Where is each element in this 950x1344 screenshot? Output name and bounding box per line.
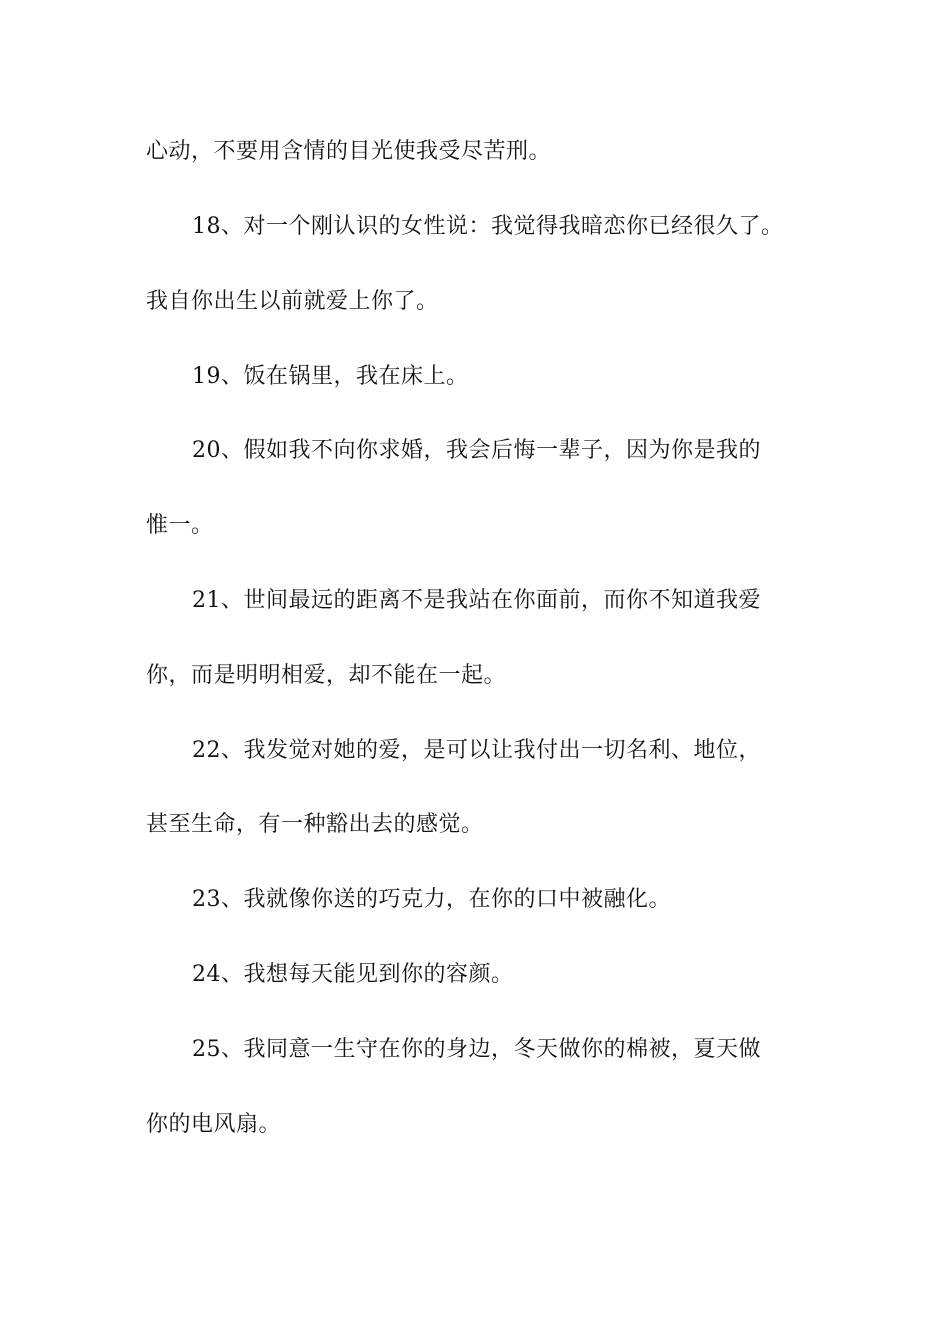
text-line: 心动，不要用含情的目光使我受尽苦刑。 <box>146 139 552 164</box>
text-line: 25、我同意一生守在你的身边，冬天做你的棉被，夏天做 <box>192 1037 761 1062</box>
text-line: 甚至生命，有一种豁出去的感觉。 <box>146 812 484 837</box>
text-line: 19、饭在锅里，我在床上。 <box>192 364 469 389</box>
text-line: 22、我发觉对她的爱，是可以让我付出一切名利、地位， <box>192 738 761 763</box>
text-line: 惟一。 <box>146 513 214 538</box>
text-line: 我自你出生以前就爱上你了。 <box>146 289 439 314</box>
text-line: 你，而是明明相爱，却不能在一起。 <box>146 663 507 688</box>
text-line: 18、对一个刚认识的女性说：我觉得我暗恋你已经很久了。 <box>192 214 784 239</box>
text-line: 24、我想每天能见到你的容颜。 <box>192 962 514 987</box>
text-line: 你的电风扇。 <box>146 1112 282 1137</box>
text-line: 23、我就像你送的巧克力，在你的口中被融化。 <box>192 887 671 912</box>
text-line: 21、世间最远的距离不是我站在你面前，而你不知道我爱 <box>192 588 761 613</box>
text-line: 20、假如我不向你求婚，我会后悔一辈子，因为你是我的 <box>192 438 761 463</box>
